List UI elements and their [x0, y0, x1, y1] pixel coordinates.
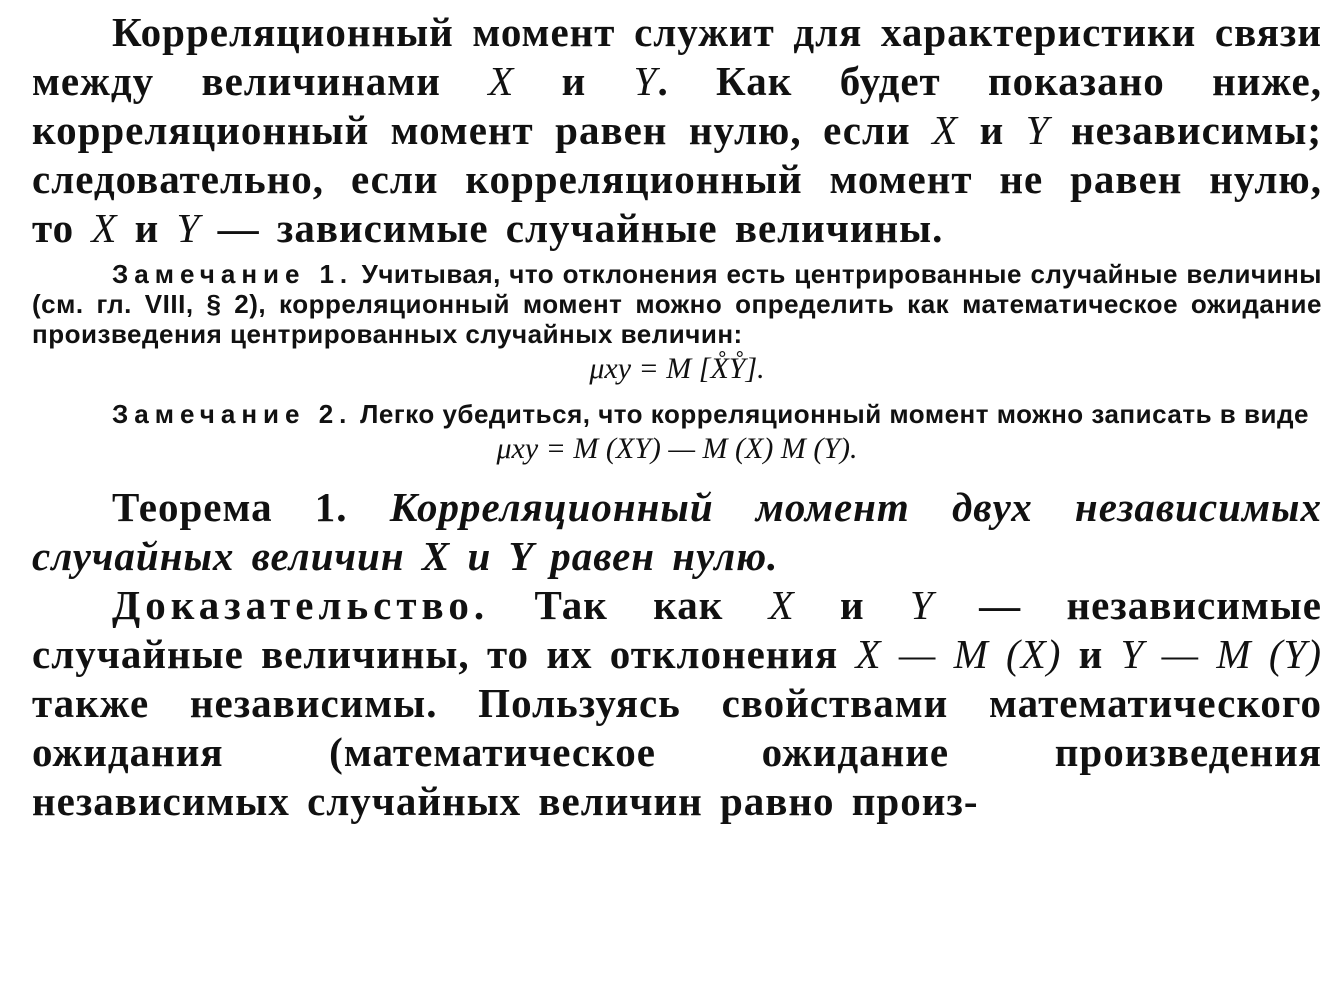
proof-label: Доказательство. — [112, 582, 490, 628]
proof — [32, 581, 1322, 826]
var-y: Y — [1025, 107, 1050, 153]
theorem-statement: Корреляционный момент двух независимых случайных величин X и Y равен нулю. — [32, 484, 1322, 579]
conj: и — [958, 107, 1026, 153]
remark-2 — [32, 399, 1322, 429]
formula-centered-moment: μxy = M [X̊Y̊]. — [589, 352, 765, 385]
theorem-1 — [32, 483, 1322, 581]
var-x: X — [488, 58, 515, 104]
deviation-x: X — M (X) — [855, 631, 1062, 677]
var-x: X — [768, 582, 795, 628]
var-y: Y — [176, 205, 201, 251]
proof-text-2: — независимые случайные величины, то их отклонения — [32, 582, 1322, 677]
proof-text-3: также независимы. Пользуясь свойствами математического ожидания (математическое ожидание произведения независимых случайных величин равно произ- — [32, 680, 1322, 824]
remark-1-label: Замечание 1. — [112, 259, 354, 289]
remark-1-text: Учитывая, что отклонения есть центрированные случайные величины (см. гл. VIII, § 2), корреляционный момент можно определить как математическое ожидание произведения центрированных случайных величин: — [32, 259, 1323, 349]
remark-1 — [32, 259, 1322, 349]
conj: и — [794, 582, 910, 628]
intro-text-3: независимы; следовательно, если корреляционный момент не равен нулю, то — [32, 107, 1322, 251]
formula-moment-expanded: μxy = M (XY) — M (X) M (Y). — [496, 432, 858, 465]
remark-2-text: Легко убедиться, что корреляционный момент можно записать в виде — [352, 399, 1309, 429]
theorem-title: Теорема 1. — [112, 484, 348, 530]
intro-text-4: — зависимые случайные величины. — [200, 205, 944, 251]
conj: и — [1061, 631, 1121, 677]
var-x: X — [932, 107, 959, 153]
book-page — [32, 8, 1322, 826]
var-y: Y — [910, 582, 934, 628]
var-x: X — [91, 205, 118, 251]
intro-paragraph — [32, 8, 1322, 253]
deviation-y: Y — M (Y) — [1120, 631, 1322, 677]
var-y: Y — [633, 58, 658, 104]
proof-text-1: Так как — [489, 582, 769, 628]
conj: и — [514, 58, 634, 104]
intro-text-1: Корреляционный момент служит для характеристики связи между величинами — [32, 9, 1322, 104]
remark-2-label: Замечание 2. — [112, 399, 353, 429]
intro-text-2: . Как будет показано ниже, корреляционный момент равен нулю, если — [32, 58, 1323, 153]
conj: и — [117, 205, 177, 251]
